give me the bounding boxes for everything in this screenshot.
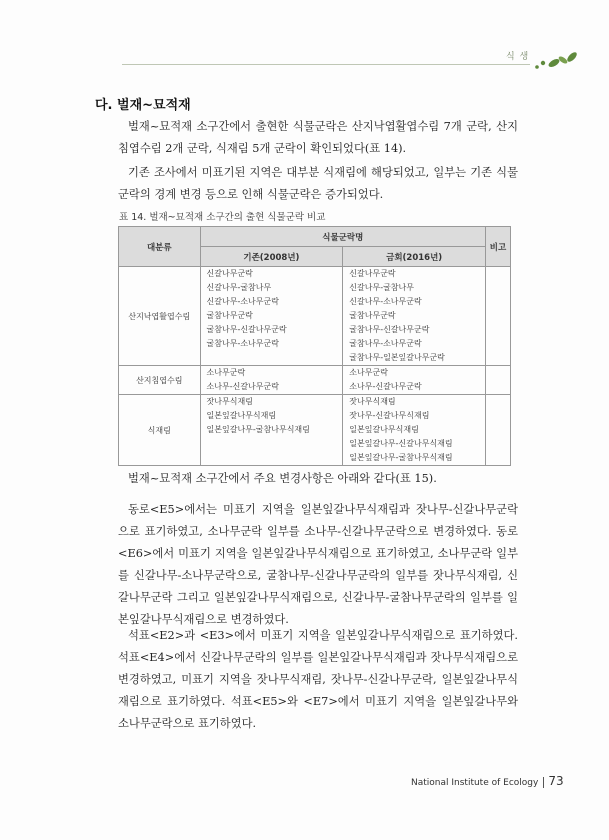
list-item: 신갈나무-소나무군락 <box>206 297 279 306</box>
new-list <box>343 366 486 395</box>
list-item: 굴참나무-일본잎갈나무군락 <box>349 353 445 362</box>
running-header-label: 식 생 <box>506 52 530 62</box>
note-cell <box>486 366 511 395</box>
header-new: 금회(2016년) <box>343 247 486 267</box>
footer-institute: National Institute of Ecology <box>411 778 539 788</box>
header-group: 식물군락명 <box>200 227 486 247</box>
body-paragraph-3 <box>118 625 518 735</box>
list-item: 소나무군락 <box>206 368 246 377</box>
list-item: 굴참나무-소나무군락 <box>349 339 422 348</box>
list-item: 신갈나무-굴참나무 <box>206 283 272 292</box>
list-item: 소나무군락 <box>349 368 388 377</box>
body-paragraph-2-text: 동로<E5>에서는 미표기 지역을 일본잎갈나무식재림과 잣나무-신갈나무군락으로 표기하였고, 소나무군락 일부를 소나무-신갈나무군락으로 변경하였다. 동로<E6>에서 미표기 지역을 일본잎갈나무식재림으로 표기하였고, 소나무군락 일부를 신갈나무-소나무군락으로, 굴참나무-신갈나무군락의 일부를 잣나무식재림, 신갈나무군락 그리고 일본잎갈나무식재림으로, 신갈나무-굴참나무군락의 일부를 일본잎갈나무식재림으로 변경하였다. <box>118 503 518 626</box>
list-item: 신갈나무-굴참나무 <box>349 283 414 292</box>
header-note: 비고 <box>486 227 511 267</box>
body-paragraph-1 <box>118 468 518 490</box>
note-cell <box>486 395 511 466</box>
list-item: 신갈나무-소나무군락 <box>349 297 422 306</box>
list-item: 소나무-신갈나무군락 <box>206 382 279 391</box>
body-paragraph-3-text: 석표<E2>과 <E3>에서 미표기 지역을 일본잎갈나무식재림으로 표기하였다. 석표<E4>에서 신갈나무군락의 일부를 일본잎갈나무식재림과 잣나무식재림으로 변경하였고, 미표기 지역을 잣나무식재림, 잣나무-신갈나무군락, 일본잎갈나무식재림으로 표기하였다. 석표<E5>와 <E7>에서 미표기 지역을 일본잎갈나무와 소나무군락으로 표기하였다. <box>118 629 518 730</box>
note-cell <box>486 267 511 366</box>
page-footer <box>411 774 564 788</box>
header-category: 대분류 <box>119 227 201 267</box>
list-item: 굴참나무-소나무군락 <box>206 339 279 348</box>
list-item: 일본잎갈나무-신갈나무식재림 <box>349 439 453 448</box>
table-row <box>119 267 511 366</box>
list-item: 소나무-신갈나무군락 <box>349 382 422 391</box>
new-list <box>343 267 486 366</box>
list-item: 신갈나무군락 <box>206 269 253 278</box>
list-item: 굴참나무-신갈나무군락 <box>349 325 430 334</box>
community-comparison-table <box>118 226 511 466</box>
category-cell: 식재림 <box>119 395 201 466</box>
list-item: 일본잎갈나무식재림 <box>206 411 277 420</box>
list-item: 잣나무-신갈나무식재림 <box>349 411 430 420</box>
paragraph-2 <box>118 162 518 206</box>
leaf-decoration-icon <box>532 50 580 74</box>
old-list <box>200 366 343 395</box>
paragraph-1-text: 벌재~묘적재 소구간에서 출현한 식물군락은 산지낙엽활엽수림 7개 군락, 산지침엽수림 2개 군락, 식재림 5개 군락이 확인되었다(표 14). <box>118 120 518 155</box>
table-caption: 표 14. 벌재~묘적재 소구간의 출현 식물군락 비교 <box>119 212 326 223</box>
list-item: 굴참나무군락 <box>206 311 253 320</box>
footer-divider <box>543 777 544 788</box>
list-item: 일본잎갈나무-굴참나무식재림 <box>349 453 453 462</box>
list-item: 일본잎갈나무-굴참나무식재림 <box>206 425 310 434</box>
list-item: 굴참나무군락 <box>349 311 396 320</box>
body-paragraph-2 <box>118 499 518 631</box>
list-item: 일본잎갈나무식재림 <box>349 425 419 434</box>
header-old: 기존(2008년) <box>200 247 343 267</box>
list-item: 잣나무식재림 <box>206 397 253 406</box>
category-cell: 산지침엽수림 <box>119 366 201 395</box>
paragraph-2-text: 기존 조사에서 미표기된 지역은 대부분 식재림에 해당되었고, 일부는 기존 식물군락의 경계 변경 등으로 인해 식물군락은 증가되었다. <box>118 166 518 201</box>
table-row <box>119 366 511 395</box>
paragraph-1 <box>118 116 518 160</box>
page-number: 73 <box>548 774 564 788</box>
list-item: 잣나무식재림 <box>349 397 396 406</box>
category-cell: 산지낙엽활엽수림 <box>119 267 201 366</box>
new-list <box>343 395 486 466</box>
list-item: 굴참나무-신갈나무군락 <box>206 325 287 334</box>
header-rule <box>122 64 530 65</box>
table-row <box>119 395 511 466</box>
old-list <box>200 395 343 466</box>
list-item: 신갈나무군락 <box>349 269 396 278</box>
section-title: 다. 벌재~묘적재 <box>95 98 191 113</box>
body-paragraph-1-text: 벌재~묘적재 소구간에서 주요 변경사항은 아래와 같다(표 15). <box>128 472 437 485</box>
old-list <box>200 267 343 366</box>
